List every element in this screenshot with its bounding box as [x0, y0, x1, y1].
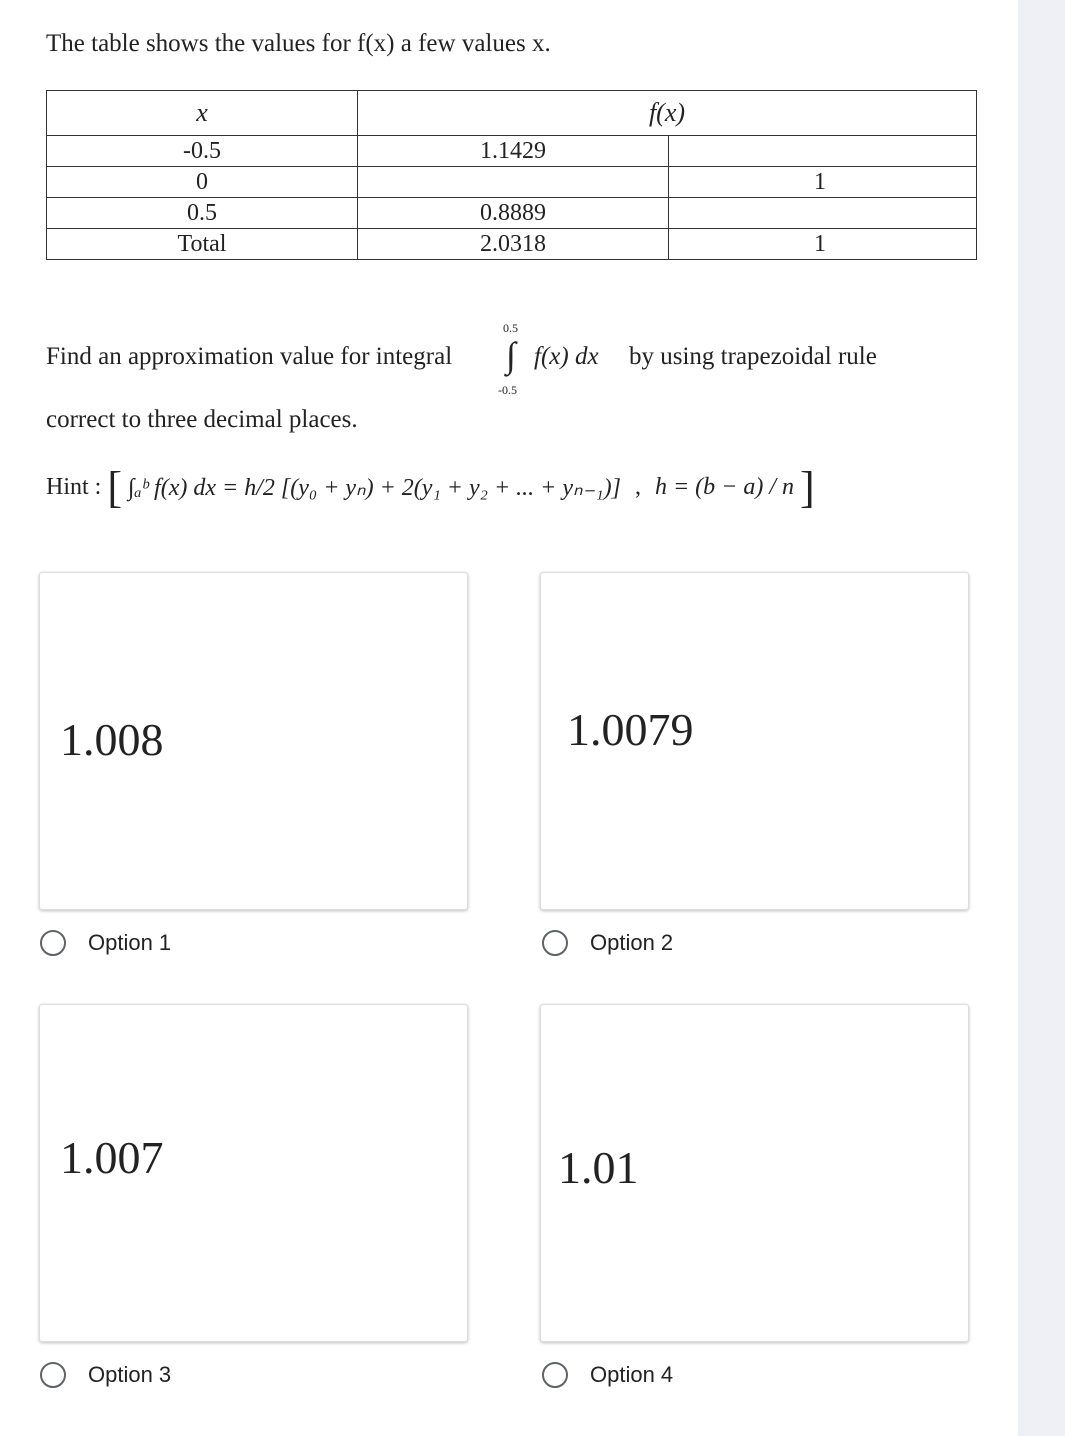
option-3-label: Option 3	[88, 1362, 172, 1387]
radio-icon[interactable]	[40, 1362, 66, 1388]
header-x: x	[47, 91, 358, 136]
cell	[358, 167, 669, 198]
option-4-label: Option 4	[590, 1362, 674, 1387]
cell: 1	[669, 167, 977, 198]
cell: 1.1429	[358, 136, 669, 167]
option-1-value: 1.008	[60, 714, 164, 765]
separator: ,	[634, 474, 641, 500]
hint-h: h = (b − a) / n	[654, 474, 794, 500]
cell: 0.8889	[358, 198, 669, 229]
integral-upper-limit: 0.5	[503, 321, 518, 335]
prompt-before: Find an approximation value for integral	[46, 343, 453, 370]
option-2-radio[interactable]	[542, 930, 673, 956]
table-row	[47, 198, 977, 229]
bracket-right: ]	[799, 463, 815, 512]
radio-icon[interactable]	[542, 930, 568, 956]
radio-icon[interactable]	[542, 1362, 568, 1388]
hint-formula: ∫ₐᵇ f(x) dx = h/2 [(y₀ + yₙ) + 2(y₁ + y₂ + ... + yₙ₋₁)]	[128, 475, 621, 501]
integrand: f(x) dx	[534, 343, 599, 370]
integral-sign-icon: ∫	[506, 335, 516, 375]
question-intro: The table shows the values for f(x) a few values x.	[46, 30, 551, 57]
table-header-row	[47, 91, 977, 136]
prompt-after: by using trapezoidal rule	[629, 343, 877, 370]
scroll-gutter	[1018, 0, 1065, 1436]
cell: -0.5	[47, 136, 358, 167]
option-4-card[interactable]	[540, 1004, 969, 1342]
header-fx: f(x)	[358, 91, 977, 136]
option-3-value: 1.007	[60, 1132, 164, 1183]
option-1-card[interactable]	[39, 572, 468, 910]
prompt-line2: correct to three decimal places.	[46, 406, 358, 433]
cell	[669, 136, 977, 167]
values-table	[46, 90, 977, 260]
integral-lower-limit: -0.5	[498, 383, 517, 397]
table-row	[47, 136, 977, 167]
option-2-value: 1.0079	[567, 704, 694, 755]
cell: 1	[669, 229, 977, 260]
option-4-value: 1.01	[558, 1142, 639, 1193]
cell: 2.0318	[358, 229, 669, 260]
cell: 0	[47, 167, 358, 198]
option-4-radio[interactable]	[542, 1362, 673, 1388]
bracket-left: [	[107, 463, 122, 512]
table-row	[47, 229, 977, 260]
hint-label: Hint :	[46, 474, 102, 500]
option-2-label: Option 2	[590, 930, 674, 955]
option-1-label: Option 1	[88, 930, 172, 955]
option-1-radio[interactable]	[40, 930, 171, 956]
option-3-card[interactable]	[39, 1004, 468, 1342]
cell: Total	[47, 229, 358, 260]
table-row	[47, 167, 977, 198]
hint	[46, 462, 815, 513]
option-3-radio[interactable]	[40, 1362, 171, 1388]
option-2-card[interactable]	[540, 572, 969, 910]
cell: 0.5	[47, 198, 358, 229]
radio-icon[interactable]	[40, 930, 66, 956]
cell	[669, 198, 977, 229]
